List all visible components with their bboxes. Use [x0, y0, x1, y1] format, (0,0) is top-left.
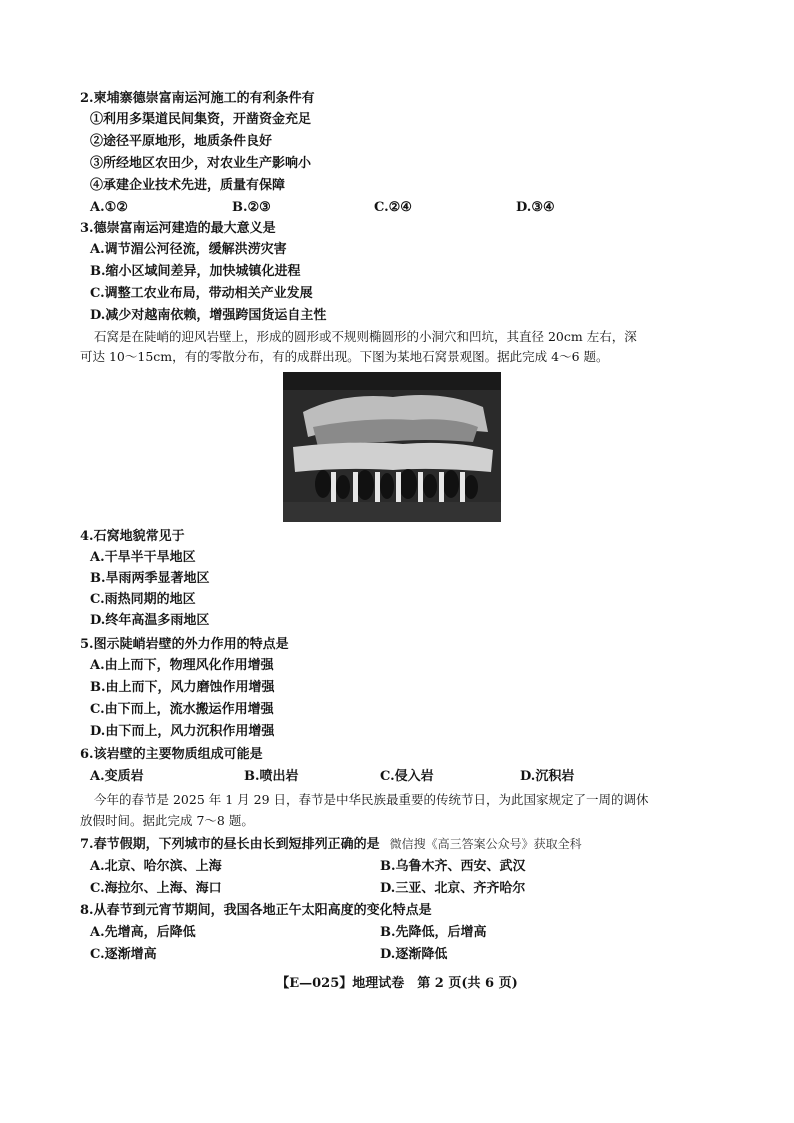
q5-option-b: B.由上而下，风力磨蚀作用增强 [90, 680, 275, 695]
q2-option-a: A.①② [90, 200, 128, 215]
q6-stem: 6.该岩壁的主要物质组成可能是 [80, 747, 263, 762]
passage1-line2: 可达 10～15cm，有的零散分布，有的成群出现。下图为某地石窝景观图。据此完成 4～6 题。 [80, 349, 609, 364]
q6-option-a: A.变质岩 [90, 769, 144, 784]
q2-item-2: ②途径平原地形，地质条件良好 [90, 134, 273, 149]
q7-watermark-note: 微信搜《高三答案公众号》获取全科 [389, 837, 582, 851]
q3-stem: 3.德崇富南运河建造的最大意义是 [80, 221, 276, 236]
q8-option-c: C.逐渐增高 [90, 947, 157, 962]
passage2-line2: 放假时间。据此完成 7～8 题。 [80, 813, 254, 828]
q7-option-a: A.北京、哈尔滨、上海 [90, 859, 222, 874]
q6-option-c: C.侵入岩 [380, 769, 434, 784]
q8-stem: 8.从春节到元宵节期间，我国各地正午太阳高度的变化特点是 [80, 903, 432, 918]
q6-option-b: B.喷出岩 [244, 769, 299, 784]
q2-item-1: ①利用多渠道民间集资，开凿资金充足 [90, 112, 312, 127]
q5-option-d: D.由下而上，风力沉积作用增强 [90, 724, 275, 739]
q7-stem [80, 835, 582, 854]
shiwo-landscape-photo [283, 372, 501, 522]
q6-option-d: D.沉积岩 [520, 769, 575, 784]
q2-stem: 2.柬埔寨德崇富南运河施工的有利条件有 [80, 91, 315, 106]
q4-stem: 4.石窝地貌常见于 [80, 529, 185, 544]
q5-option-a: A.由上而下，物理风化作用增强 [90, 658, 274, 673]
q7-option-b: B.乌鲁木齐、西安、武汉 [380, 859, 526, 874]
q3-option-c: C.调整工农业布局，带动相关产业发展 [90, 286, 313, 301]
q4-option-d: D.终年高温多雨地区 [90, 613, 210, 628]
q3-option-b: B.缩小区域间差异，加快城镇化进程 [90, 264, 301, 279]
q8-option-d: D.逐渐降低 [380, 947, 448, 962]
q4-option-b: B.旱雨两季显著地区 [90, 571, 210, 586]
q5-option-c: C.由下而上，流水搬运作用增强 [90, 702, 274, 717]
q7-option-c: C.海拉尔、上海、海口 [90, 881, 222, 896]
q3-option-a: A.调节湄公河径流，缓解洪涝灾害 [90, 242, 287, 257]
q2-option-d: D.③④ [516, 200, 555, 215]
page-footer: 【E—025】地理试卷 第 2 页(共 6 页) [276, 976, 518, 991]
q4-option-c: C.雨热同期的地区 [90, 592, 196, 607]
q4-option-a: A.干旱半干旱地区 [90, 550, 196, 565]
passage1-line1: 石窝是在陡峭的迎风岩壁上，形成的圆形或不规则椭圆形的小洞穴和凹坑，其直径 20cm 左右，深 [94, 329, 637, 344]
q8-option-b: B.先降低，后增高 [380, 925, 487, 940]
q3-option-d: D.减少对越南依赖，增强跨国货运自主性 [90, 308, 327, 323]
q2-option-c: C.②④ [374, 200, 412, 215]
passage2-line1: 今年的春节是 2025 年 1 月 29 日，春节是中华民族最重要的传统节日，为此国家规定了一周的调休 [94, 792, 649, 807]
q7-option-d: D.三亚、北京、齐齐哈尔 [380, 881, 526, 896]
q2-item-4: ④承建企业技术先进，质量有保障 [90, 178, 286, 193]
q5-stem: 5.图示陡峭岩壁的外力作用的特点是 [80, 637, 289, 652]
q2-item-3: ③所经地区农田少，对农业生产影响小 [90, 156, 312, 171]
q2-option-b: B.②③ [232, 200, 271, 215]
q8-option-a: A.先增高，后降低 [90, 925, 196, 940]
q7-stem-text: 7.春节假期，下列城市的昼长由长到短排列正确的是 [80, 837, 380, 852]
